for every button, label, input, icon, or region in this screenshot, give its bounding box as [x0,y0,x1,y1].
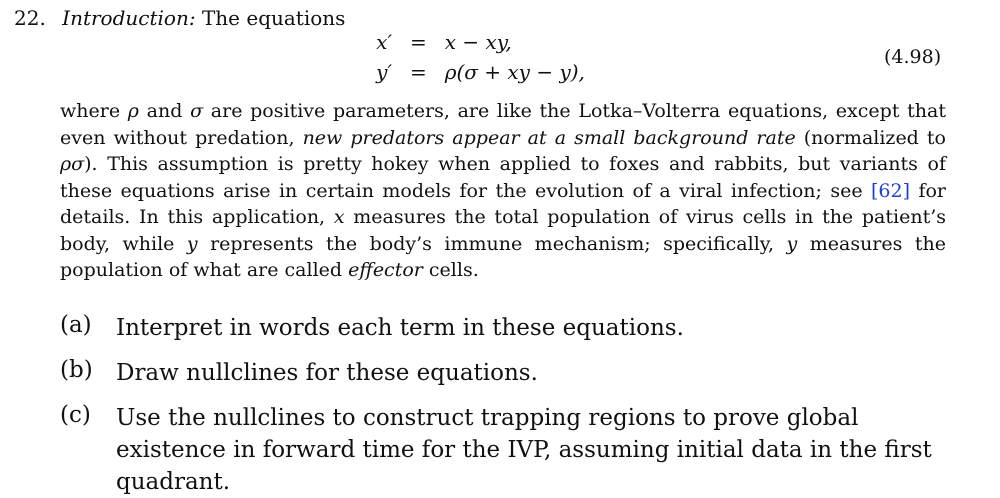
equation-rhs: ρ(σ + xy − y), [444,60,585,84]
equation-row-2 [352,60,585,84]
text-run: measures the population of what are called [60,232,946,281]
text-run: represents the body’s immune mechanism; specifically, [197,232,787,255]
problem-header [14,6,345,30]
part-label: (a) [60,312,92,338]
equation-rhs: x − xy, [444,30,512,54]
text-run: ). This assumption is pretty hokey when applied to foxes and rabbits, but variants of these equations arise in certain models for the evolution of a viral infection; see [60,153,946,202]
math-rho-sigma: ρσ [60,153,85,175]
intro-text: The equations [201,6,346,30]
math-sigma: σ [190,100,204,122]
problem-number: 22. [14,6,46,30]
equation-equals: = [409,30,427,54]
emphasis-phrase: new predators appear at a small background rate [302,126,796,149]
text-run: measures the total population of virus cells in the patient’s body, while [60,206,946,255]
part-text: Draw nullclines for these equations. [116,360,538,386]
emphasis-effector: effector [348,259,423,281]
equation-lhs: y′ [376,60,392,84]
intro-label: Introduction: [62,6,196,30]
text-run: are positive parameters, are like the Lotka–Volterra equations, except that even without predation, [60,100,946,149]
body-paragraph [60,98,946,284]
equation-equals: = [409,60,427,84]
math-y: y [186,232,198,255]
exercise-part-b [60,357,538,386]
part-text: Interpret in words each term in these equations. [116,315,684,341]
text-run: cells. [422,259,479,281]
exercise-part-c [60,402,932,495]
reference-link[interactable]: [62] [871,179,911,202]
math-y: y [786,232,798,255]
equation-row-1 [352,30,512,54]
equation-lhs: x′ [376,30,392,54]
part-label: (c) [60,402,91,428]
exercise-part-a [60,312,684,341]
text-run: where [60,100,128,122]
math-x: x [333,206,345,228]
math-rho: ρ [127,100,139,122]
text-run: for details. In this application, [60,179,946,228]
part-text: Use the nullclines to construct trapping regions to prove global existence in forward time for the IVP, assuming initial data in the first quadrant. [116,405,932,495]
text-run: and [138,100,191,122]
equation-number: (4.98) [884,46,942,68]
part-label: (b) [60,357,93,383]
text-run: (normalized to [795,126,946,149]
